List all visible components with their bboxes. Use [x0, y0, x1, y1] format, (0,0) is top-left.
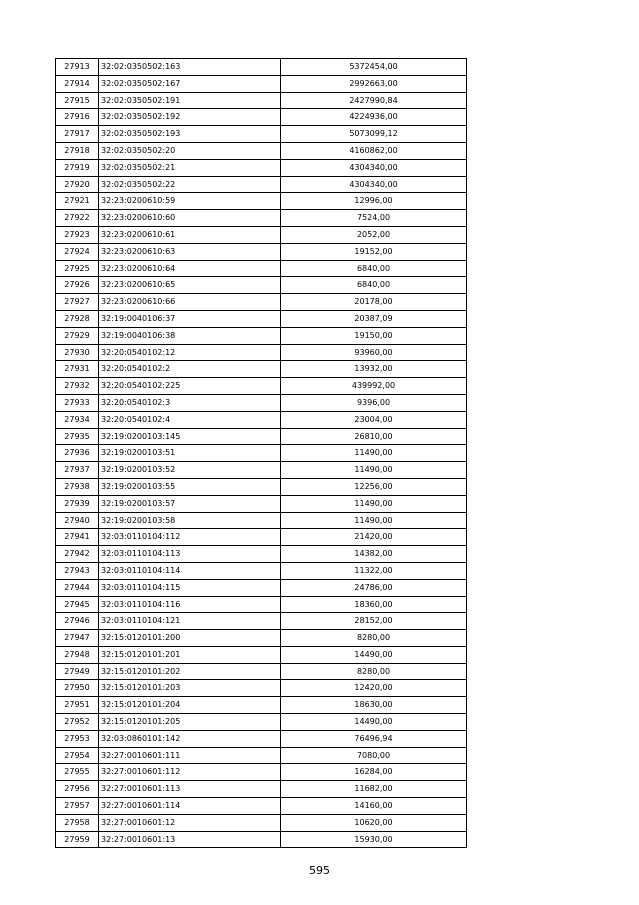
- table-row: [56, 596, 467, 613]
- table-row: [56, 512, 467, 529]
- table-row: [56, 529, 467, 546]
- cadastral-number-cell: 32:15:0120101:202: [99, 663, 281, 680]
- row-number-cell: 27923: [56, 226, 99, 243]
- value-cell: 13932,00: [281, 361, 467, 378]
- value-cell: 28152,00: [281, 613, 467, 630]
- table-row: [56, 478, 467, 495]
- cadastral-number-cell: 32:03:0110104:115: [99, 579, 281, 596]
- row-number-cell: 27944: [56, 579, 99, 596]
- value-cell: 20387,09: [281, 310, 467, 327]
- cadastral-number-cell: 32:23:0200610:61: [99, 226, 281, 243]
- cadastral-number-cell: 32:02:0350502:192: [99, 109, 281, 126]
- value-cell: 2427990,84: [281, 92, 467, 109]
- cadastral-number-cell: 32:20:0540102:4: [99, 411, 281, 428]
- value-cell: 6840,00: [281, 277, 467, 294]
- cadastral-number-cell: 32:19:0200103:51: [99, 445, 281, 462]
- value-cell: 93960,00: [281, 344, 467, 361]
- cadastral-number-cell: 32:27:0010601:12: [99, 814, 281, 831]
- row-number-cell: 27926: [56, 277, 99, 294]
- cadastral-number-cell: 32:23:0200610:59: [99, 193, 281, 210]
- row-number-cell: 27924: [56, 243, 99, 260]
- cadastral-number-cell: 32:23:0200610:65: [99, 277, 281, 294]
- cadastral-number-cell: 32:15:0120101:203: [99, 680, 281, 697]
- table-row: [56, 680, 467, 697]
- table-row: [56, 294, 467, 311]
- value-cell: 12996,00: [281, 193, 467, 210]
- value-cell: 10620,00: [281, 814, 467, 831]
- cadastral-number-cell: 32:02:0350502:21: [99, 159, 281, 176]
- cadastral-number-cell: 32:23:0200610:64: [99, 260, 281, 277]
- row-number-cell: 27916: [56, 109, 99, 126]
- table-row: [56, 646, 467, 663]
- row-number-cell: 27958: [56, 814, 99, 831]
- table-row: [56, 445, 467, 462]
- cadastral-number-cell: 32:27:0010601:114: [99, 798, 281, 815]
- table-row: [56, 764, 467, 781]
- table-row: [56, 243, 467, 260]
- value-cell: 18360,00: [281, 596, 467, 613]
- cadastral-number-cell: 32:27:0010601:13: [99, 831, 281, 848]
- table-row: [56, 260, 467, 277]
- value-cell: 9396,00: [281, 394, 467, 411]
- cadastral-number-cell: 32:27:0010601:111: [99, 747, 281, 764]
- table-row: [56, 411, 467, 428]
- cadastral-number-cell: 32:02:0350502:20: [99, 142, 281, 159]
- table-row: [56, 310, 467, 327]
- table-row: [56, 462, 467, 479]
- row-number-cell: 27942: [56, 546, 99, 563]
- value-cell: 11490,00: [281, 462, 467, 479]
- value-cell: 5372454,00: [281, 59, 467, 76]
- row-number-cell: 27952: [56, 714, 99, 731]
- table-row: [56, 226, 467, 243]
- table-body: [56, 59, 467, 848]
- table-row: [56, 562, 467, 579]
- table-row: [56, 394, 467, 411]
- row-number-cell: 27955: [56, 764, 99, 781]
- value-cell: 76496,94: [281, 730, 467, 747]
- cadastral-number-cell: 32:03:0110104:114: [99, 562, 281, 579]
- cadastral-number-cell: 32:20:0540102:12: [99, 344, 281, 361]
- value-cell: 7080,00: [281, 747, 467, 764]
- row-number-cell: 27920: [56, 176, 99, 193]
- cadastral-number-cell: 32:19:0040106:37: [99, 310, 281, 327]
- value-cell: 4304340,00: [281, 159, 467, 176]
- page-number: 595: [309, 864, 330, 877]
- table-row: [56, 109, 467, 126]
- row-number-cell: 27913: [56, 59, 99, 76]
- table-row: [56, 798, 467, 815]
- row-number-cell: 27925: [56, 260, 99, 277]
- value-cell: 11490,00: [281, 445, 467, 462]
- cadastral-number-cell: 32:02:0350502:191: [99, 92, 281, 109]
- row-number-cell: 27948: [56, 646, 99, 663]
- row-number-cell: 27959: [56, 831, 99, 848]
- row-number-cell: 27935: [56, 428, 99, 445]
- value-cell: 11490,00: [281, 495, 467, 512]
- row-number-cell: 27915: [56, 92, 99, 109]
- value-cell: 14160,00: [281, 798, 467, 815]
- cadastral-number-cell: 32:19:0200103:57: [99, 495, 281, 512]
- row-number-cell: 27934: [56, 411, 99, 428]
- cadastral-number-cell: 32:02:0350502:193: [99, 126, 281, 143]
- cadastral-number-cell: 32:03:0110104:116: [99, 596, 281, 613]
- table-row: [56, 613, 467, 630]
- table-row: [56, 159, 467, 176]
- cadastral-number-cell: 32:02:0350502:22: [99, 176, 281, 193]
- row-number-cell: 27949: [56, 663, 99, 680]
- table-row: [56, 142, 467, 159]
- row-number-cell: 27941: [56, 529, 99, 546]
- value-cell: 8280,00: [281, 663, 467, 680]
- row-number-cell: 27914: [56, 75, 99, 92]
- value-cell: 24786,00: [281, 579, 467, 596]
- cadastral-number-cell: 32:20:0540102:2: [99, 361, 281, 378]
- value-cell: 19150,00: [281, 327, 467, 344]
- value-cell: 8280,00: [281, 630, 467, 647]
- table-row: [56, 495, 467, 512]
- row-number-cell: 27928: [56, 310, 99, 327]
- value-cell: 4304340,00: [281, 176, 467, 193]
- value-cell: 14382,00: [281, 546, 467, 563]
- cadastral-number-cell: 32:03:0110104:112: [99, 529, 281, 546]
- cadastral-number-cell: 32:27:0010601:113: [99, 781, 281, 798]
- data-table: [55, 58, 467, 848]
- cadastral-number-cell: 32:19:0200103:52: [99, 462, 281, 479]
- value-cell: 16284,00: [281, 764, 467, 781]
- value-cell: 21420,00: [281, 529, 467, 546]
- row-number-cell: 27954: [56, 747, 99, 764]
- row-number-cell: 27922: [56, 210, 99, 227]
- table-row: [56, 814, 467, 831]
- row-number-cell: 27917: [56, 126, 99, 143]
- row-number-cell: 27957: [56, 798, 99, 815]
- row-number-cell: 27927: [56, 294, 99, 311]
- row-number-cell: 27947: [56, 630, 99, 647]
- table-row: [56, 428, 467, 445]
- row-number-cell: 27919: [56, 159, 99, 176]
- cadastral-number-cell: 32:20:0540102:3: [99, 394, 281, 411]
- row-number-cell: 27930: [56, 344, 99, 361]
- row-number-cell: 27945: [56, 596, 99, 613]
- cadastral-number-cell: 32:19:0200103:55: [99, 478, 281, 495]
- row-number-cell: 27933: [56, 394, 99, 411]
- row-number-cell: 27938: [56, 478, 99, 495]
- value-cell: 2052,00: [281, 226, 467, 243]
- row-number-cell: 27956: [56, 781, 99, 798]
- table-row: [56, 630, 467, 647]
- table-row: [56, 697, 467, 714]
- table-row: [56, 59, 467, 76]
- value-cell: 11490,00: [281, 512, 467, 529]
- value-cell: 4224936,00: [281, 109, 467, 126]
- table-row: [56, 327, 467, 344]
- row-number-cell: 27931: [56, 361, 99, 378]
- cadastral-number-cell: 32:03:0110104:113: [99, 546, 281, 563]
- table-row: [56, 546, 467, 563]
- value-cell: 15930,00: [281, 831, 467, 848]
- row-number-cell: 27946: [56, 613, 99, 630]
- cadastral-number-cell: 32:03:0860101:142: [99, 730, 281, 747]
- value-cell: 14490,00: [281, 646, 467, 663]
- table-row: [56, 714, 467, 731]
- row-number-cell: 27918: [56, 142, 99, 159]
- value-cell: 7524,00: [281, 210, 467, 227]
- cadastral-number-cell: 32:27:0010601:112: [99, 764, 281, 781]
- value-cell: 6840,00: [281, 260, 467, 277]
- cadastral-number-cell: 32:02:0350502:163: [99, 59, 281, 76]
- value-cell: 23004,00: [281, 411, 467, 428]
- value-cell: 26810,00: [281, 428, 467, 445]
- cadastral-number-cell: 32:19:0040106:38: [99, 327, 281, 344]
- table-row: [56, 361, 467, 378]
- table-row: [56, 193, 467, 210]
- table-row: [56, 730, 467, 747]
- cadastral-number-cell: 32:20:0540102:225: [99, 378, 281, 395]
- cadastral-number-cell: 32:15:0120101:201: [99, 646, 281, 663]
- cadastral-number-cell: 32:15:0120101:204: [99, 697, 281, 714]
- table-row: [56, 277, 467, 294]
- table-row: [56, 210, 467, 227]
- row-number-cell: 27940: [56, 512, 99, 529]
- value-cell: 12256,00: [281, 478, 467, 495]
- cadastral-number-cell: 32:23:0200610:60: [99, 210, 281, 227]
- cadastral-number-cell: 32:19:0200103:145: [99, 428, 281, 445]
- row-number-cell: 27951: [56, 697, 99, 714]
- row-number-cell: 27936: [56, 445, 99, 462]
- cadastral-number-cell: 32:23:0200610:63: [99, 243, 281, 260]
- row-number-cell: 27953: [56, 730, 99, 747]
- table-row: [56, 579, 467, 596]
- table-row: [56, 344, 467, 361]
- row-number-cell: 27943: [56, 562, 99, 579]
- value-cell: 439992,00: [281, 378, 467, 395]
- value-cell: 19152,00: [281, 243, 467, 260]
- cadastral-number-cell: 32:23:0200610:66: [99, 294, 281, 311]
- value-cell: 18630,00: [281, 697, 467, 714]
- cadastral-number-cell: 32:15:0120101:200: [99, 630, 281, 647]
- table-row: [56, 831, 467, 848]
- cadastral-number-cell: 32:02:0350502:167: [99, 75, 281, 92]
- table-row: [56, 92, 467, 109]
- value-cell: 11322,00: [281, 562, 467, 579]
- row-number-cell: 27950: [56, 680, 99, 697]
- table-row: [56, 126, 467, 143]
- cadastral-number-cell: 32:03:0110104:121: [99, 613, 281, 630]
- value-cell: 2992663,00: [281, 75, 467, 92]
- table-row: [56, 75, 467, 92]
- cadastral-number-cell: 32:15:0120101:205: [99, 714, 281, 731]
- cadastral-number-cell: 32:19:0200103:58: [99, 512, 281, 529]
- value-cell: 11682,00: [281, 781, 467, 798]
- row-number-cell: 27939: [56, 495, 99, 512]
- value-cell: 14490,00: [281, 714, 467, 731]
- table-row: [56, 747, 467, 764]
- table-row: [56, 781, 467, 798]
- value-cell: 5073099,12: [281, 126, 467, 143]
- row-number-cell: 27929: [56, 327, 99, 344]
- row-number-cell: 27921: [56, 193, 99, 210]
- value-cell: 12420,00: [281, 680, 467, 697]
- table-row: [56, 176, 467, 193]
- row-number-cell: 27932: [56, 378, 99, 395]
- value-cell: 20178,00: [281, 294, 467, 311]
- value-cell: 4160862,00: [281, 142, 467, 159]
- table-row: [56, 663, 467, 680]
- table-row: [56, 378, 467, 395]
- row-number-cell: 27937: [56, 462, 99, 479]
